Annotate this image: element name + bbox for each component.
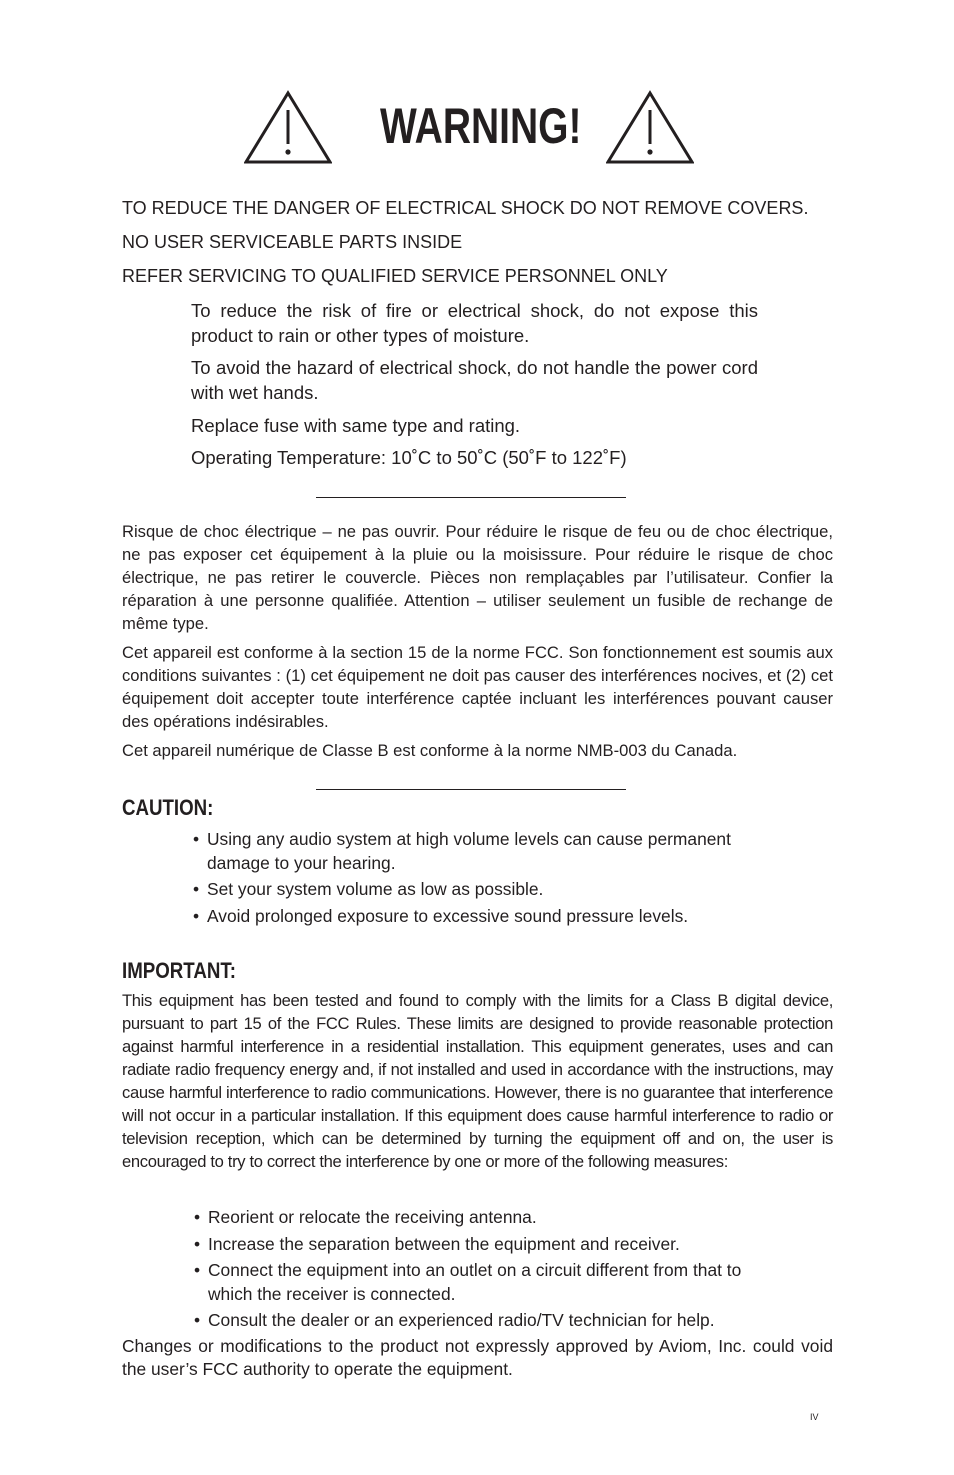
page-title: WARNING! <box>380 98 582 154</box>
safety-note: To avoid the hazard of electrical shock, do not handle the power cord with wet hands. <box>191 357 758 403</box>
bullet-icon: • <box>194 1207 201 1227</box>
safety-note: To reduce the risk of fire or electrical shock, do not expose this product to rain or other types of moisture. <box>191 300 758 346</box>
french-paragraph: Risque de choc électrique – ne pas ouvrir. Pour réduire le risque de feu ou de choc électrique, ne pas exposer cet équipement à la pluie ou la moisissure. Pour réduire le risque de choc électrique, ne pas retirer le couvercle. Pièces non remplaçables par l’utilisateur. Confier la réparation à une personne qualifiée. Attention – utiliser seulement un fusible de rechange de même type. <box>122 522 833 633</box>
divider <box>316 497 626 498</box>
page-number: IV <box>810 1412 819 1422</box>
bullet-text: Increase the separation between the equipment and receiver. <box>208 1234 680 1254</box>
bullet-icon: • <box>193 879 200 899</box>
modifications-note: Changes or modifications to the product not expressly approved by Aviom, Inc. could void the user’s FCC authority to operate the equipment. <box>122 1336 833 1379</box>
caution-heading: CAUTION: <box>122 795 214 820</box>
french-paragraph: Cet appareil numérique de Classe B est conforme à la norme NMB-003 du Canada. <box>122 741 738 760</box>
measure-bullet <box>194 1232 754 1256</box>
important-paragraph: This equipment has been tested and found to comply with the limits for a Class B digital device, pursuant to part 15 of the FCC Rules. These limits are designed to provide reasonable protection against harmful interference in a residential installation. This equipment generates, uses and can radiate radio frequency energy and, if not installed and used in accordance with the instructions, may cause harmful interference to radio communications. However, there is no guarantee that interference will not occur in a particular installation. If this equipment does cause harmful interference to radio or television reception, which can be determined by turning the equipment off and on, the user is encouraged to try to correct the interference by one or more of the following measures: <box>122 991 833 1171</box>
bullet-icon: • <box>193 829 200 849</box>
bullet-text: Consult the dealer or an experienced radio/TV technician for help. <box>208 1310 715 1330</box>
bullet-text: Avoid prolonged exposure to excessive sound pressure levels. <box>207 906 689 926</box>
bullet-text: Using any audio system at high volume levels can cause permanent damage to your hearing. <box>207 829 731 873</box>
measure-bullet <box>194 1308 774 1332</box>
french-paragraph: Cet appareil est conforme à la section 15 de la norme FCC. Son fonctionnement est soumis aux conditions suivantes : (1) cet équipement ne doit pas causer des interférences nocives, et (2) cet équipement doit accepter toute interférence captée incluant les interférences pouvant causer des opérations indésirables. <box>122 643 833 731</box>
warning-line: REFER SERVICING TO QUALIFIED SERVICE PERSONNEL ONLY <box>122 266 668 286</box>
measure-bullet <box>194 1258 754 1306</box>
bullet-text: Reorient or relocate the receiving antenna. <box>208 1207 537 1227</box>
divider <box>316 789 626 790</box>
measure-bullet <box>194 1205 754 1229</box>
bullet-icon: • <box>193 906 200 926</box>
bullet-text: Connect the equipment into an outlet on a circuit different from that to which the receiver is connected. <box>208 1260 742 1304</box>
bullet-icon: • <box>194 1310 201 1330</box>
caution-bullet <box>193 877 773 901</box>
caution-bullet <box>193 827 773 875</box>
safety-note: Replace fuse with same type and rating. <box>191 415 521 436</box>
bullet-text: Set your system volume as low as possible. <box>207 879 544 899</box>
warning-triangle-icon <box>606 90 694 164</box>
bullet-icon: • <box>194 1234 201 1254</box>
warning-triangle-icon <box>244 90 332 164</box>
warning-line: TO REDUCE THE DANGER OF ELECTRICAL SHOCK DO NOT REMOVE COVERS. <box>122 198 809 218</box>
bullet-icon: • <box>194 1260 201 1280</box>
important-heading: IMPORTANT: <box>122 958 236 983</box>
caution-bullet <box>193 904 773 928</box>
warning-line: NO USER SERVICEABLE PARTS INSIDE <box>122 232 463 252</box>
safety-note: Operating Temperature: 10˚C to 50˚C (50˚F to 122˚F) <box>191 447 627 468</box>
